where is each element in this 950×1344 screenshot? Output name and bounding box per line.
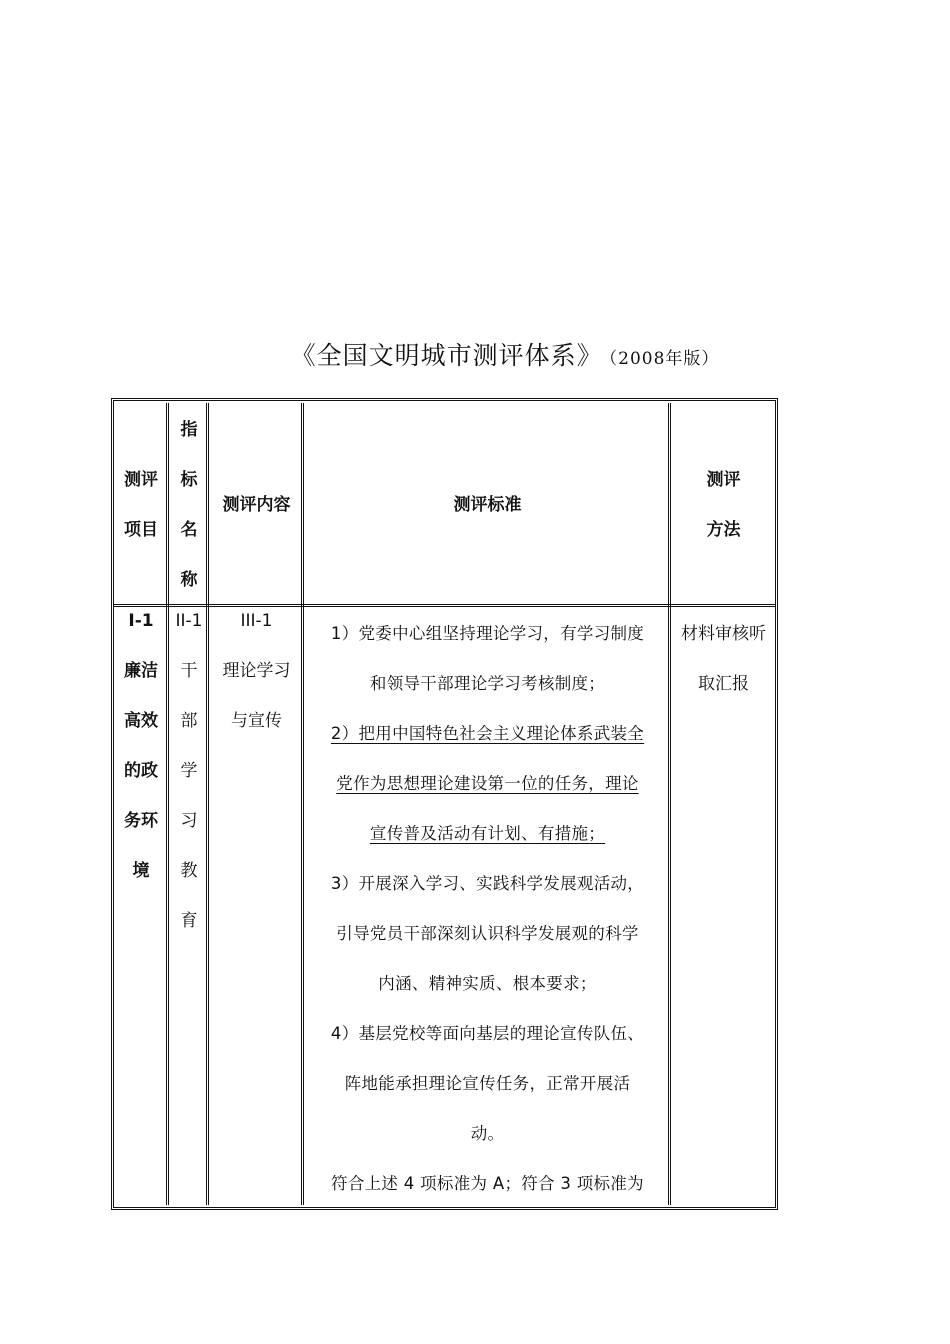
header-content-text: 测评内容 — [222, 495, 291, 515]
header-project — [114, 455, 168, 555]
indicator-line: 习 — [180, 811, 198, 831]
indicator-line: 干 — [180, 661, 198, 681]
standard-line: 宣传普及活动有计划、有措施； — [369, 824, 606, 843]
method-line: 材料审核听 — [681, 624, 766, 644]
header-indicator-line: 指 — [180, 420, 198, 440]
standard-line: 1）党委中心组坚持理论学习，有学习制度 — [330, 624, 645, 643]
project-line: 境 — [132, 861, 150, 881]
project-line: I-1 — [128, 611, 154, 631]
project-line: 廉洁 — [124, 661, 158, 681]
header-indicator-line: 标 — [180, 470, 198, 490]
header-method-line: 方法 — [706, 520, 741, 540]
project-line: 的政 — [124, 761, 158, 781]
header-project-line: 测评 — [124, 470, 158, 490]
header-indicator-line: 名 — [180, 520, 198, 540]
header-content — [210, 480, 303, 530]
header-indicator-line: 称 — [180, 570, 198, 590]
standard-line: 4）基层党校等面向基层的理论宣传队伍、 — [330, 1024, 645, 1043]
standard-line: 引导党员干部深刻认识科学发展观的科学 — [336, 924, 639, 943]
indicator-line: 教 — [180, 861, 198, 881]
cell-project — [114, 596, 168, 896]
method-line: 取汇报 — [698, 674, 749, 694]
project-line: 务环 — [124, 811, 158, 831]
standard-line: 符合上述 4 项标准为 A；符合 3 项标准为 — [331, 1174, 644, 1193]
document-title — [0, 336, 950, 372]
header-standard-text: 测评标准 — [453, 495, 522, 515]
standard-line: 3）开展深入学习、实践科学发展观活动， — [330, 874, 645, 893]
content-line: 与宣传 — [231, 711, 282, 731]
cell-method — [672, 609, 775, 709]
content-line: 理论学习 — [222, 661, 291, 681]
indicator-line: II-1 — [175, 611, 203, 631]
document-version: （2008年版） — [608, 349, 720, 369]
header-project-line: 项目 — [124, 520, 158, 540]
standard-line: 内涵、精神实质、根本要求； — [378, 974, 597, 993]
header-indicator — [170, 405, 208, 605]
indicator-line: 部 — [180, 711, 198, 731]
project-line: 高效 — [124, 711, 158, 731]
standard-line: 2）把用中国特色社会主义理论体系武装全 — [330, 724, 645, 743]
content-line: III-1 — [240, 611, 273, 631]
standard-line: 党作为思想理论建设第一位的任务，理论 — [336, 774, 639, 793]
indicator-line: 学 — [180, 761, 198, 781]
standard-line: 和领导干部理论学习考核制度； — [369, 674, 606, 693]
header-standard — [305, 480, 670, 530]
indicator-line: 育 — [180, 911, 198, 931]
cell-content — [210, 596, 303, 746]
document-title-text: 《全国文明城市测评体系》 — [290, 341, 603, 370]
standard-line: 动。 — [470, 1124, 505, 1143]
header-method-line: 测评 — [706, 470, 741, 490]
standard-line: 阵地能承担理论宣传任务，正常开展活 — [344, 1074, 631, 1093]
cell-standard — [305, 609, 670, 1209]
cell-indicator — [170, 596, 208, 946]
header-method — [672, 455, 775, 555]
